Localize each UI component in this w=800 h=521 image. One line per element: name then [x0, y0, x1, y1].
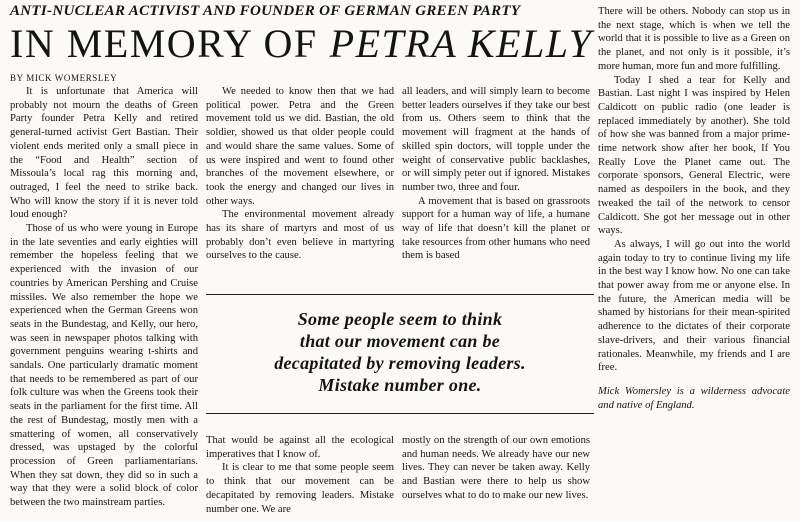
byline: BY MICK WOMERSLEY — [10, 73, 118, 83]
kicker: ANTI-NUCLEAR ACTIVIST AND FOUNDER OF GERMAN GREEN PARTY — [10, 3, 521, 19]
paragraph: Today I shed a tear for Kelly and Bastian. Last night I was inspired by Helen Caldicott on public radio (one leader is replaced immediately by another). She told of how she was banned from a major prime-time network show after her book, If You Really Love the Planet came out. The corporate sponsors, General Electric, were named as despoilers in the book, and they tweaked the tail of the network to censor Caldicott. She got her message out in other ways. — [598, 74, 790, 237]
pull-quote — [205, 308, 595, 396]
paragraph: That would be against all the ecological imperatives that I know of. — [206, 435, 394, 460]
paragraph: A movement that is based on grassroots support for a human way of life, a humane way of life that doesn’t kill the planet or take resources from other humans who need them is based — [402, 195, 590, 262]
headline-name: PETRA KELLY — [329, 21, 593, 66]
column-1 — [10, 85, 198, 510]
column-4 — [598, 5, 790, 412]
headline — [10, 22, 592, 66]
column-2-top — [206, 85, 394, 263]
pull-quote-line: that our movement can be — [299, 331, 501, 351]
column-2-bottom — [206, 434, 394, 516]
pull-quote-rule-bottom — [206, 413, 594, 414]
paragraph: It is unfortunate that America will probably not mourn the deaths of Green Party founder Petra Kelly and retired general-turned activist Gert Bastian. Their violent ends merited only a small piece in the “Food and Health” section of Missoula’s local rag this morning and, outraged, I feel the need to strike back. Who will know the story if it is never told loud enough? — [10, 86, 198, 221]
author-tagline: Mick Womersley is a wilderness advocate and native of England. — [598, 385, 790, 411]
paragraph: We needed to know then that we had political power. Petra and the Green movement told us we did. Bastian, the old soldier, showed us that older people could and would share the same values. Some of us were inspired and went to found other branches of the movement elsewhere, or took the energy and changed our lives in other ways. — [206, 86, 394, 207]
paragraph: Those of us who were young in Europe in the late seventies and early eighties will remember the hopeless feeling that we experienced with the invasion of our countries by American Pershing and Cruise missiles. We also remember the hope we experienced when the German Greens won seats in the Bundestag, and Kelly, our hero, was seen in newspaper photos talking with government penguins wearing t-shirts and sandals. One particularly dramatic moment that needs to be remembered as part of our folk culture was when the Greens took their seats in the parliament for the first time. All the rest of Bundestag, mostly men with a smattering of women, all conservatively dressed, was upstaged by the colorful procession of Green parliamentarians. When they sat down, they did so in such a way that they were a solid block of color between the two mainstream parties. — [10, 223, 198, 509]
paragraph: mostly on the strength of our own emotions and human needs. We already have our new lives. They can never be taken away. Kelly and Bastian were there to help us show ourselves what to do to make our new lives. — [402, 435, 590, 501]
paragraph: As always, I will go out into the world again today to try to continue living my life in the best way I know how. No one can take that power away from me or anyone else. In the future, the American media will be shamed by historians for their mean-spirited adherence to the dictates of their corporate slave-drivers, and their various financial rationales. Meanwhile, my friends and I are free. — [598, 238, 790, 374]
pull-quote-rule-top — [206, 294, 594, 295]
pull-quote-line: Some people seem to think — [297, 309, 503, 329]
pull-quote-line: decapitated by removing leaders. — [274, 353, 526, 373]
column-3-top — [402, 85, 590, 263]
paragraph: It is clear to me that some people seem to think that our movement can be decapitated by removing leaders. Mistake number one. We are — [206, 462, 394, 515]
column-3-bottom — [402, 434, 590, 503]
headline-prefix: IN MEMORY OF — [10, 21, 318, 66]
paragraph: all leaders, and will simply learn to become better leaders ourselves if they take our best from us. Others seem to think that the movement will fragment at the hands of skilled spin doctors, will topple under the weight of conservative public backlashes, or will simply peter out if ignored. Mistakes number two, three and four. — [402, 86, 590, 193]
pull-quote-line: Mistake number one. — [318, 375, 482, 395]
paragraph: There will be others. Nobody can stop us in the next stage, which is when we tell the world that it is possible to live as a Green on the planet, and not only is it possible, it’s more human, more fun and more fulfilling. — [598, 6, 790, 72]
paragraph: The environmental movement already has its share of martyrs and most of us probably don’t even believe in martyring ourselves to the cause. — [206, 209, 394, 262]
